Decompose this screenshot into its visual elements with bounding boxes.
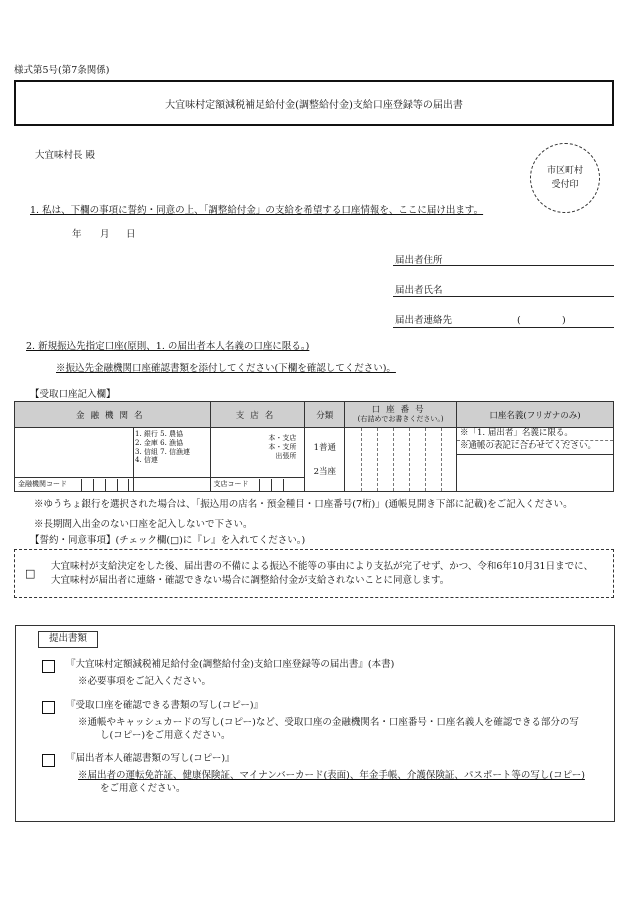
doc-title-3: 『届出者本人確認書類の写し(コピー)』 <box>66 753 235 764</box>
branch-code-digit[interactable] <box>271 479 283 491</box>
bank-code-digit[interactable] <box>93 479 105 491</box>
applicant-contact-field[interactable] <box>393 327 614 328</box>
bank-name-header: 金融機関名 <box>15 402 211 428</box>
branch-code-digit[interactable] <box>283 479 295 491</box>
documents-box <box>15 625 615 822</box>
doc-note-1a: ※必要事項をご記入ください。 <box>78 676 212 687</box>
type-header: 分類 <box>305 402 345 428</box>
account-type-current[interactable]: 2当座 <box>313 466 337 477</box>
note-yucho: ※ゆうちょ銀行を選択された場合は、「振込用の店名・預金種目・口座番号(7桁)」(通帳見開き下部に記載)をご記入ください。 <box>34 499 573 510</box>
bank-type-1: 1. 銀行 5. 農協 <box>135 430 184 438</box>
doc-note-2b: し(コピー)をご用意ください。 <box>100 730 231 741</box>
account-holder-header: 口座名義(フリガナのみ) <box>457 402 614 428</box>
bank-type-4: 4. 信連 <box>135 456 158 465</box>
applicant-name-field[interactable] <box>393 296 614 297</box>
doc-note-3b: をご用意ください。 <box>100 783 186 794</box>
documents-label: 提出書類 <box>38 631 98 648</box>
reception-stamp <box>530 143 600 213</box>
oath-line2: 大宜味村が届出者に連絡・確認できない場合に調整給付金が支給されないことに同意します。 <box>51 575 450 586</box>
account-table <box>14 401 614 492</box>
account-number-note: (右詰めでお書きください。) <box>357 415 444 424</box>
doc-title-1: 『大宜味村定額減税補足給付金(調整給付金)支給口座登録等の届出書』(本書) <box>66 659 395 670</box>
applicant-address-label: 届出者住所 <box>395 255 443 266</box>
form-title-box <box>14 80 614 126</box>
oath-line1: 大宜味村が支給決定をした後、届出書の不備による振込不能等の事由により支払が完了せず、かつ、令和6年10月31日までに、 <box>51 561 594 572</box>
stamp-line2: 受付印 <box>551 180 579 190</box>
branch-code-digit[interactable] <box>259 479 271 491</box>
bank-code-digit[interactable] <box>117 479 129 491</box>
oath-box <box>14 549 614 598</box>
applicant-contact-label: 届出者連絡先 <box>395 315 453 326</box>
date-day: 日 <box>126 229 136 240</box>
account-number-header: 口座番号 <box>371 405 430 416</box>
doc-checkbox-1[interactable] <box>42 660 55 673</box>
branch-type-1: 本・支店 <box>268 434 297 442</box>
branch-code-label: 支店コード <box>213 480 249 489</box>
note-dormant: ※長期間入出金のない口座を記入しないで下さい。 <box>34 519 253 530</box>
doc-checkbox-3[interactable] <box>42 754 55 767</box>
applicant-name-label: 届出者氏名 <box>395 285 443 296</box>
bank-type-2: 2. 金庫 6. 漁協 <box>135 438 184 447</box>
applicant-address-field[interactable] <box>393 265 614 266</box>
doc-note-2a: ※通帳やキャッシュカードの写し(コピー)など、受取口座の金融機関名・口座番号・口座名義人を確認できる部分の写 <box>78 717 579 728</box>
addressee: 大宜味村長 殿 <box>35 150 96 161</box>
bank-code-digit[interactable] <box>81 479 93 491</box>
doc-checkbox-2[interactable] <box>42 701 55 714</box>
doc-note-3a: ※届出者の運転免許証、健康保険証、マイナンバーカード(表面)、年金手帳、介護保険証、パスポート等の写し(コピー) <box>78 770 585 781</box>
holder-note-2: ※通帳の表記に合わせてください。 <box>460 441 597 451</box>
stamp-line1: 市区町村 <box>546 165 583 176</box>
section2-note: ※振込先金融機関口座確認書類を添付してください(下欄を確認してください)。 <box>56 363 396 374</box>
branch-name-header: 支店名 <box>210 402 305 428</box>
bank-code-digit[interactable] <box>105 479 117 491</box>
contact-paren-open: ( <box>517 315 521 326</box>
bank-type-3: 3. 信組 7. 信漁連 <box>135 447 191 456</box>
doc-title-2: 『受取口座を確認できる書類の写し(コピー)』 <box>66 700 264 711</box>
date-year: 年 <box>72 229 82 240</box>
holder-note-1: ※「1. 届出者」名義に限る。 <box>457 428 613 441</box>
date-month: 月 <box>100 229 110 240</box>
account-type-ordinary[interactable]: 1普通 <box>313 442 337 453</box>
form-title: 大宜味村定額減税補足給付金(調整給付金)支給口座登録等の届出書 <box>165 99 463 111</box>
account-table-caption: 【受取口座記入欄】 <box>30 389 116 400</box>
form-number: 様式第5号(第7条関係) <box>14 65 110 76</box>
branch-type-3: 出張所 <box>275 451 297 460</box>
contact-paren-close: ) <box>562 315 566 326</box>
oath-heading: 【誓約・同意事項】(チェック欄(□)に『レ』を入れてください。) <box>30 535 306 546</box>
account-number-field[interactable] <box>345 428 457 492</box>
section2-text: 2. 新規振込先指定口座(原則、1. の届出者本人名義の口座に限る。) <box>26 341 310 352</box>
bank-code-label: 金融機関コード <box>18 480 67 489</box>
branch-type-2: 本・支所 <box>268 442 297 451</box>
account-holder-field[interactable] <box>457 454 613 491</box>
section1-text: 1. 私は、下欄の事項に誓約・同意の上、「調整給付金」の支給を希望する口座情報を、ここに届け出ます。 <box>30 205 484 216</box>
oath-checkbox[interactable]: □ <box>25 567 36 580</box>
